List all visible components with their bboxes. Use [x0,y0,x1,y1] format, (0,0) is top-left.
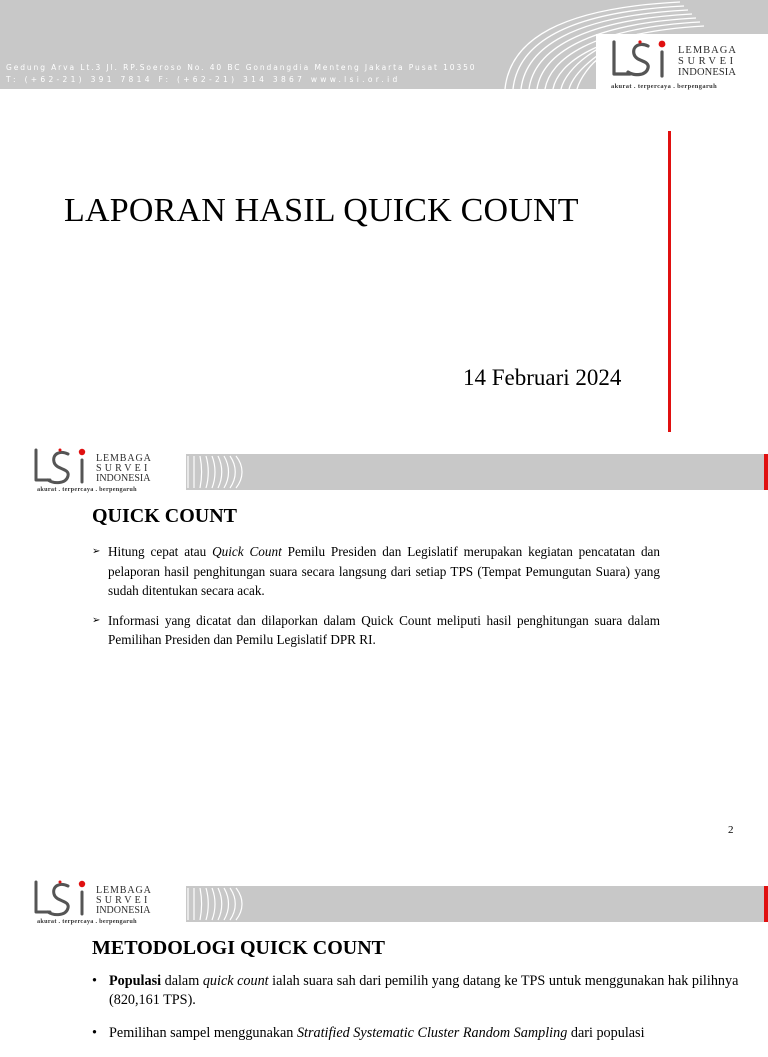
logo-name-line2: SURVEI [96,463,151,474]
dot-bullet-icon: • [92,1025,97,1041]
page-number: 2 [728,824,734,836]
lsi-logo-mark-icon [608,38,674,80]
red-accent-bar [668,131,671,433]
logo-name-line2: SURVEI [678,56,737,67]
bullet-emphasis: quick count [202,973,269,989]
bullet-text: dari populasi [567,1025,645,1041]
logo-name-line3: INDONESIA [678,67,737,78]
logo-tagline: akurat . terpercaya . berpengaruh [37,486,137,493]
dot-bullet-icon: • [92,973,97,989]
logo-name-line3: INDONESIA [96,905,151,916]
bullet-item [92,611,660,650]
bullet-item [92,1024,740,1043]
logo-name-line3: INDONESIA [96,473,151,484]
decorative-arcs [186,886,246,922]
slide-header-band [186,886,768,922]
lsi-logo [18,446,178,496]
logo-name-line1: LEMBAGA [678,45,737,56]
contact-line: T: (+62-21) 391 7814 F: (+62-21) 314 3867 www.lsi.or.id [6,75,401,84]
bullet-item [92,972,740,1010]
logo-tagline: akurat . terpercaya . berpengaruh [611,83,718,90]
report-title: LAPORAN HASIL QUICK COUNT [64,192,579,229]
red-accent-bar [764,886,768,922]
report-date: 14 Februari 2024 [463,365,622,390]
bullet-list [92,972,740,1057]
logo-red-dot [79,449,85,455]
bullet-item [92,542,660,601]
bullet-text: dalam [161,973,203,989]
bullet-text: Pemilihan sampel menggunakan [109,1025,297,1041]
bullet-list [92,542,660,660]
bullet-text: Hitung cepat atau [108,544,213,559]
logo-name-line1: LEMBAGA [96,453,152,464]
slide-title: QUICK COUNT [92,505,238,527]
bullet-emphasis: Quick Count [212,544,282,559]
bullet-text: Informasi yang dicatat dan dilaporkan dalam Quick Count meliputi hasil penghitungan suara dalam Pemilihan Presiden dan Pemilu Legislatif DPR RI. [108,612,660,647]
quick-count-slide [0,432,768,864]
lsi-logo-mark-icon [18,878,94,918]
address-line: Gedung Arva Lt.3 Jl. RP.Soeroso No. 40 BC Gondangdia Menteng Jakarta Pusat 10350 [6,63,477,72]
slide-header-band [186,454,768,490]
lsi-logo [18,878,178,928]
bullet-text: Pemilu Presiden dan Legislatif merupakan kegiatan pencatatan dan pelaporan hasil penghitungan suara secara langsung dari setiap TPS (Tempat Pemungutan Suara) yang sudah ditentukan secara acak. [108,544,661,598]
logo-name-line2: SURVEI [96,895,151,906]
logo-red-dot [79,881,85,887]
cover-slide [0,0,768,432]
decorative-arcs [186,454,246,490]
red-accent-bar [764,454,768,490]
bullet-text: ialah suara sah dari pemilih yang datang ke TPS untuk menggunakan hak pilihnya (820,161 TPS). [109,973,739,1008]
bullet-term: Populasi [109,973,162,989]
slide-title: METODOLOGI QUICK COUNT [92,937,385,959]
logo-tagline: akurat . terpercaya . berpengaruh [37,918,137,925]
bullet-emphasis: Stratified Systematic Cluster Random Sampling [296,1025,568,1041]
lsi-logo [608,38,768,90]
arrow-bullet-icon: ➢ [92,546,101,557]
logo-name-line1: LEMBAGA [96,885,152,896]
logo-red-dot [659,41,666,48]
methodology-slide [0,864,768,1041]
lsi-logo-mark-icon [18,446,94,486]
arrow-bullet-icon: ➢ [92,614,101,626]
